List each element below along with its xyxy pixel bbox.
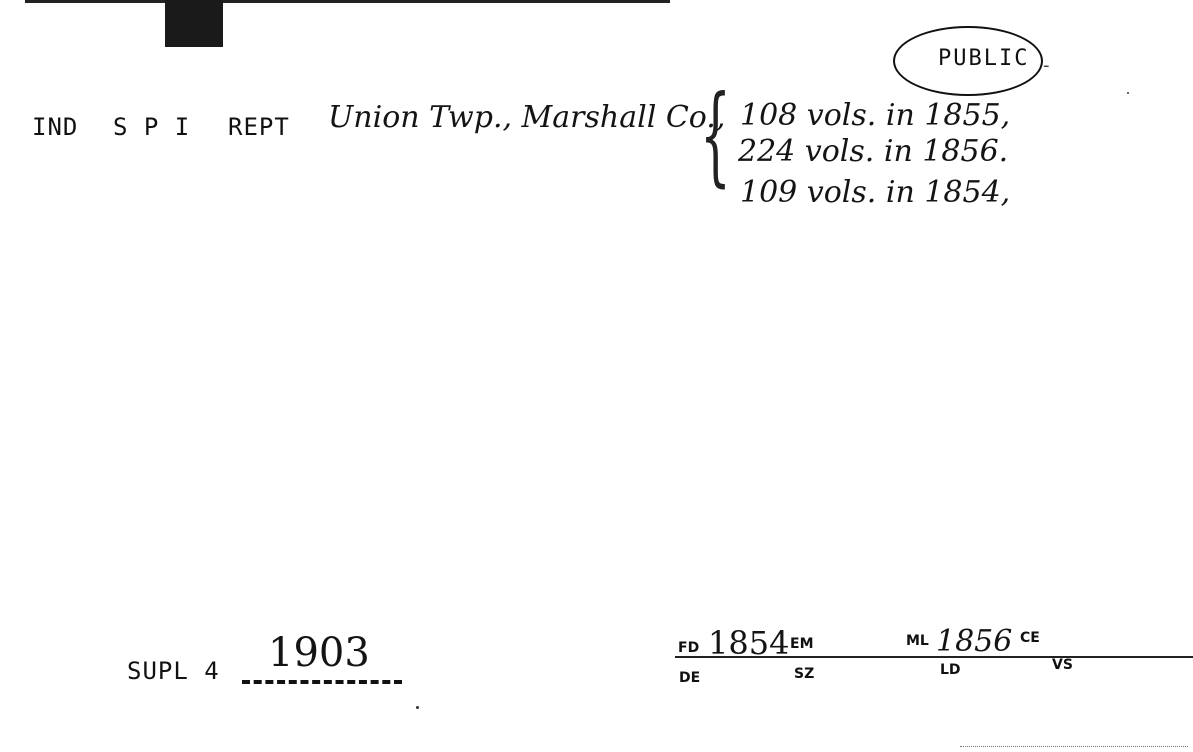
ml-value: 1856 xyxy=(936,624,1013,659)
heading-type: REPT xyxy=(228,113,290,141)
em-label: EM xyxy=(790,636,814,652)
fd-label: FD xyxy=(678,640,700,656)
entry-1855: 108 vols. in 1855, xyxy=(740,98,1011,133)
top-edge-rule xyxy=(25,0,670,3)
sz-label: SZ xyxy=(794,666,815,682)
fd-value: 1854 xyxy=(708,624,790,662)
public-stamp-text: PUBLIC xyxy=(938,46,1030,71)
brace-glyph: { xyxy=(700,73,731,198)
ml-label: ML xyxy=(906,633,929,649)
heading-state: IND xyxy=(32,113,79,141)
speck xyxy=(1127,92,1129,94)
heading-dept: S P I xyxy=(113,113,191,141)
entry-1854: 109 vols. in 1854, xyxy=(740,175,1011,210)
de-label: DE xyxy=(679,670,701,686)
index-tab xyxy=(165,0,223,47)
supplement-label: SUPL 4 xyxy=(127,657,220,685)
ld-label: LD xyxy=(940,662,961,678)
bottom-edge-noise xyxy=(960,746,1188,747)
stamp-mark: - xyxy=(1043,55,1050,76)
place-name: Union Twp., Marshall Co., xyxy=(328,100,726,135)
supplement-dotted-line xyxy=(242,680,402,684)
ce-label: CE xyxy=(1020,630,1040,646)
supplement-year: 1903 xyxy=(268,630,370,676)
entry-1856: 224 vols. in 1856. xyxy=(738,134,1009,169)
speck xyxy=(416,706,419,709)
vs-label: VS xyxy=(1052,657,1073,673)
